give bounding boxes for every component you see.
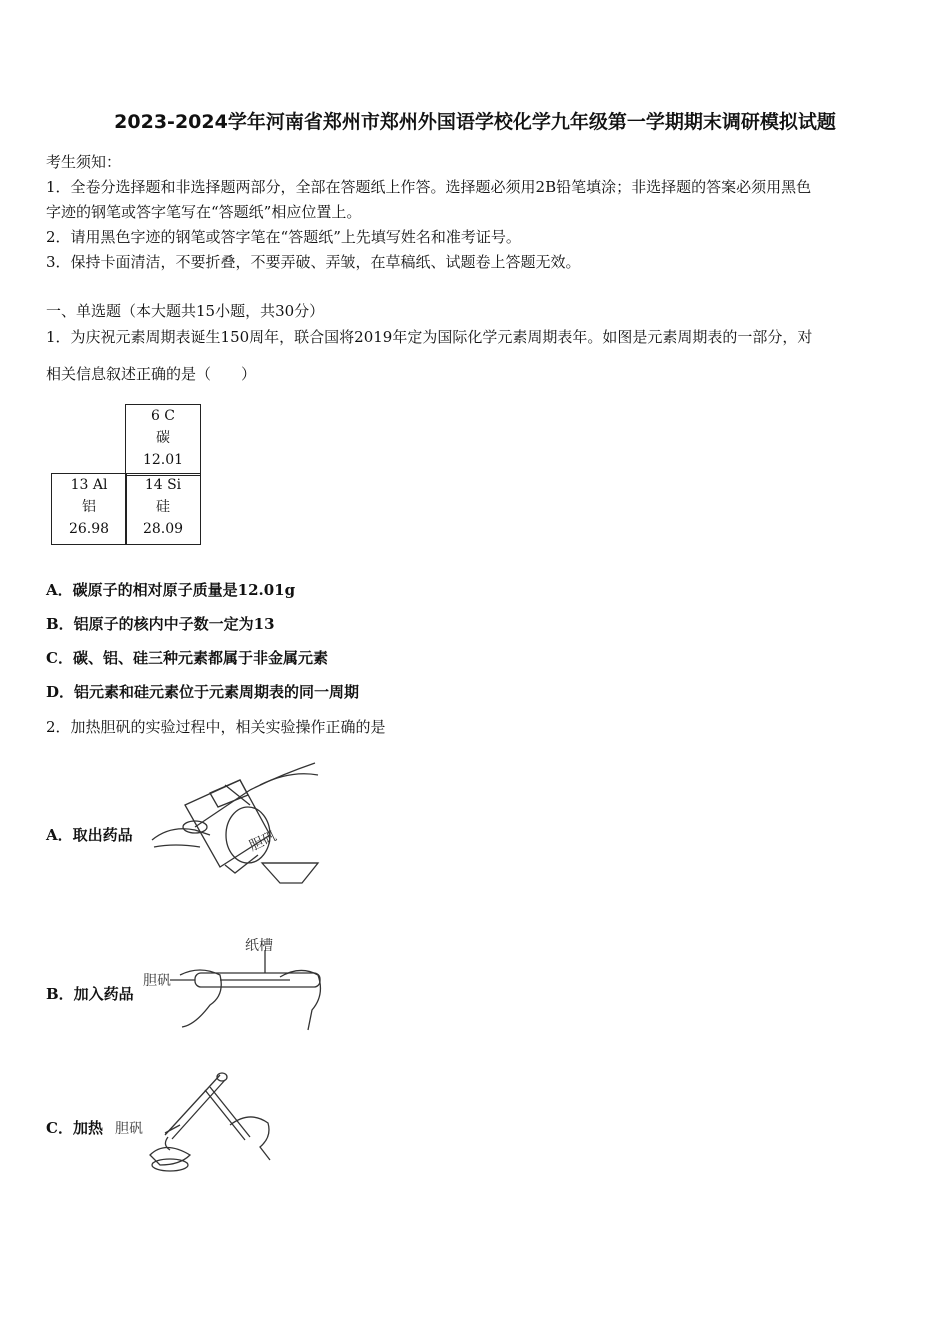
aluminum-number-symbol: 13 Al [70,477,108,493]
cell-aluminum [51,473,127,545]
add-reagent-illustration [140,935,330,1035]
q2-option-b[interactable]: B．加入药品 [46,985,134,1003]
question-1-stem-cont: 相关信息叙述正确的是（ ） [46,365,257,383]
silicon-number-symbol: 14 Si [144,477,182,493]
cell-silicon [125,473,201,545]
notice-item: 3．保持卡面清洁，不要折叠，不要弄破、弄皱，在草稿纸、试题卷上答题无效。 [46,253,581,271]
periodic-table-fragment [51,404,201,545]
b-bluevitriol-label: 胆矾 [143,973,171,989]
question-1-stem: 1．为庆祝元素周期表诞生150周年，联合国将2019年定为国际化学元素周期表年。如图是元素周期表的一部分，对 [46,328,813,346]
q1-option-c[interactable]: C．碳、铝、硅三种元素都属于非金属元素 [46,649,328,667]
trough-label: 纸槽 [245,938,273,954]
q1-option-b[interactable]: B．铝原子的核内中子数一定为13 [46,615,275,633]
notice-heading: 考生须知： [46,153,122,171]
bottle-label: 胆矾 [246,828,280,855]
notice-item: 2．请用黑色字迹的钢笔或答字笔在“答题纸”上先填写姓名和准考证号。 [46,228,521,246]
notice-item: 1．全卷分选择题和非选择题两部分，全部在答题纸上作答。选择题必须用2B铅笔填涂；非选择题的答案必须用黑色 [46,178,812,196]
notice-item: 字迹的钢笔或答字笔写在“答题纸”相应位置上。 [46,203,362,221]
silicon-name: 硅 [156,499,170,515]
aluminum-name: 铝 [82,499,96,515]
q2-option-a[interactable]: A．取出药品 [46,826,133,844]
q1-option-a[interactable]: A．碳原子的相对原子质量是12.01g [46,581,296,599]
cell-carbon [125,404,201,476]
question-2-stem: 2．加热胆矾的实验过程中，相关实验操作正确的是 [46,718,386,736]
section-heading: 一、单选题（本大题共15小题，共30分） [46,302,325,320]
take-reagent-illustration [140,755,320,890]
carbon-number-symbol: 6 C [150,408,176,424]
carbon-name: 碳 [156,430,170,446]
page-title: 2023-2024学年河南省郑州市郑州外国语学校化学九年级第一学期期末调研模拟试题 [114,111,836,133]
q2-option-c[interactable]: C．加热 [46,1119,103,1137]
heating-illustration [110,1065,280,1175]
q1-option-d[interactable]: D．铝元素和硅元素位于元素周期表的同一周期 [46,683,360,701]
c-bluevitriol-label: 胆矾 [115,1121,143,1137]
carbon-mass: 12.01 [142,452,184,468]
silicon-mass: 28.09 [142,521,184,537]
aluminum-mass: 26.98 [68,521,110,537]
